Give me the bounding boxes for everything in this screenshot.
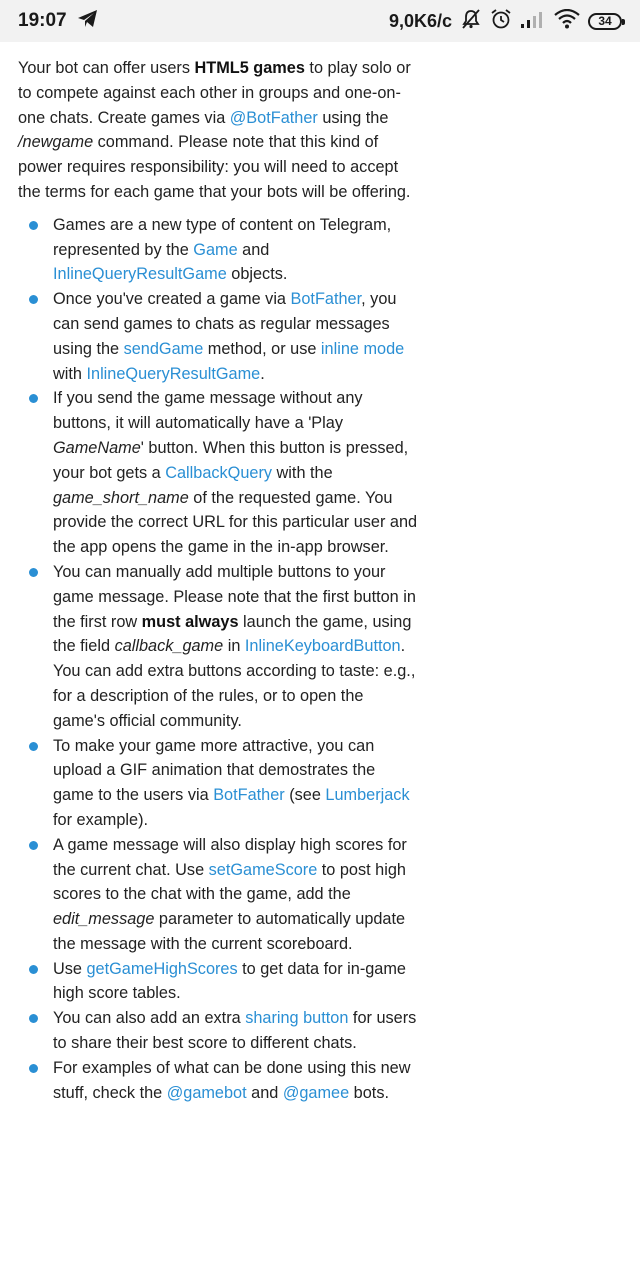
intro-command: /newgame	[18, 133, 94, 152]
item-text: parameter to automatically update the message with the current scoreboard.	[53, 910, 406, 953]
item-text: Use	[53, 959, 87, 978]
intro-text: using the	[317, 108, 389, 127]
bullet-icon	[29, 1064, 38, 1073]
item-text: , you can send games to chats as regular messages using the	[53, 290, 397, 358]
link-inlinequeryresultgame[interactable]: InlineQueryResultGame	[86, 364, 261, 383]
link-gamee[interactable]: @gamee	[282, 1083, 350, 1102]
wifi-icon	[554, 9, 580, 34]
item-text: Once you've created a game via	[53, 290, 291, 309]
item-text: bots.	[349, 1083, 389, 1102]
item-text: and	[246, 1083, 283, 1102]
bullet-icon	[29, 221, 38, 230]
item-text: ' button. When this button is pressed, your bot gets a	[53, 438, 409, 482]
item-bold: must always	[141, 612, 239, 631]
list-item	[18, 1056, 418, 1106]
link-game[interactable]: Game	[193, 240, 238, 259]
item-text: to post high scores to the chat with the game, add the	[53, 860, 406, 904]
item-text: . You can add extra buttons according to taste: e.g., for a description of the rules, or to open the game's official community.	[53, 637, 416, 730]
mute-icon	[460, 8, 482, 35]
link-botfather[interactable]: BotFather	[290, 290, 362, 309]
list-item	[18, 560, 418, 734]
link-lumberjack[interactable]: Lumberjack	[325, 786, 410, 805]
item-text: for example).	[53, 810, 149, 829]
item-text: If you send the game message without any buttons, it will automatically have a 'Play	[53, 389, 363, 433]
link-inline-mode[interactable]: inline mode	[320, 339, 405, 358]
intro-text: to play solo or to compete against each other in groups and one-on-one chats. Create games via	[18, 59, 411, 127]
list-item	[18, 1006, 418, 1056]
link-setgamescore[interactable]: setGameScore	[208, 860, 318, 879]
item-text: method, or use	[203, 339, 321, 358]
link-getgamehighscores[interactable]: getGameHighScores	[86, 959, 238, 978]
telegram-icon	[77, 9, 99, 34]
intro-text: command. Please note that this kind of power requires responsibility: you will need to accept the terms for each game that your bots will be offering.	[18, 133, 411, 201]
list-item	[18, 734, 418, 833]
link-botfather[interactable]: BotFather	[213, 786, 285, 805]
battery-icon: 34	[588, 13, 622, 30]
item-text: launch the game, using the field	[53, 612, 412, 656]
item-text: for users to share their best score to different chats.	[53, 1009, 417, 1053]
bullet-icon	[29, 742, 38, 751]
list-item	[18, 833, 418, 957]
bullet-icon	[29, 568, 38, 577]
item-text: (see	[284, 786, 326, 805]
item-text: with	[53, 364, 87, 383]
article-content	[0, 42, 418, 1105]
link-callbackquery[interactable]: CallbackQuery	[165, 463, 273, 482]
list-item	[18, 957, 418, 1007]
status-bar-left	[18, 9, 99, 34]
status-bar	[0, 0, 640, 42]
item-text: in	[223, 637, 245, 656]
status-bar-right	[389, 8, 622, 35]
alarm-icon	[490, 8, 512, 35]
item-italic: GameName	[53, 438, 141, 457]
bullet-icon	[29, 295, 38, 304]
list-item	[18, 287, 418, 386]
network-speed: 9,0K6/c	[388, 10, 452, 31]
item-italic: game_short_name	[53, 488, 189, 507]
intro-text: Your bot can offer users	[18, 59, 195, 77]
bullet-icon	[29, 1014, 38, 1023]
item-text: and	[237, 240, 270, 259]
item-text: You can also add an extra	[53, 1009, 246, 1028]
item-italic: callback_game	[114, 637, 224, 656]
link-sendgame[interactable]: sendGame	[123, 339, 204, 358]
item-italic: edit_message	[53, 910, 155, 929]
link-sharing-button[interactable]: sharing button	[245, 1009, 349, 1028]
item-text: with the	[272, 463, 333, 482]
item-text: For examples of what can be done using this new stuff, check the	[53, 1058, 411, 1102]
item-text: To make your game more attractive, you can upload a GIF animation that demostrates the game to the users via	[53, 736, 376, 805]
item-text: You can manually add multiple buttons to your game message. Please note that the first button in the first row	[53, 562, 416, 631]
list-item	[18, 386, 418, 560]
intro-paragraph	[18, 56, 418, 205]
item-text: objects.	[226, 265, 288, 284]
status-time: 19:07	[18, 10, 67, 31]
games-feature-list	[18, 213, 418, 1106]
bullet-icon	[29, 841, 38, 850]
item-text: Games are a new type of content on Telegram, represented by the	[53, 215, 392, 259]
bullet-icon	[29, 965, 38, 974]
link-botfather[interactable]: @BotFather	[229, 108, 318, 127]
signal-icon	[520, 10, 546, 33]
link-gamebot[interactable]: @gamebot	[166, 1083, 247, 1102]
item-text: of the requested game. You provide the correct URL for this particular user and the app opens the game in the in-app browser.	[53, 488, 418, 557]
bullet-icon	[29, 394, 38, 403]
link-inlinequeryresultgame[interactable]: InlineQueryResultGame	[53, 265, 227, 284]
list-item	[18, 213, 418, 287]
item-text: .	[260, 364, 265, 383]
item-text: A game message will also display high scores for the current chat. Use	[53, 835, 407, 879]
link-inlinekeyboardbutton[interactable]: InlineKeyboardButton	[244, 637, 401, 656]
intro-bold: HTML5 games	[194, 59, 305, 77]
item-text: to get data for in-game high score tables.	[53, 959, 406, 1003]
